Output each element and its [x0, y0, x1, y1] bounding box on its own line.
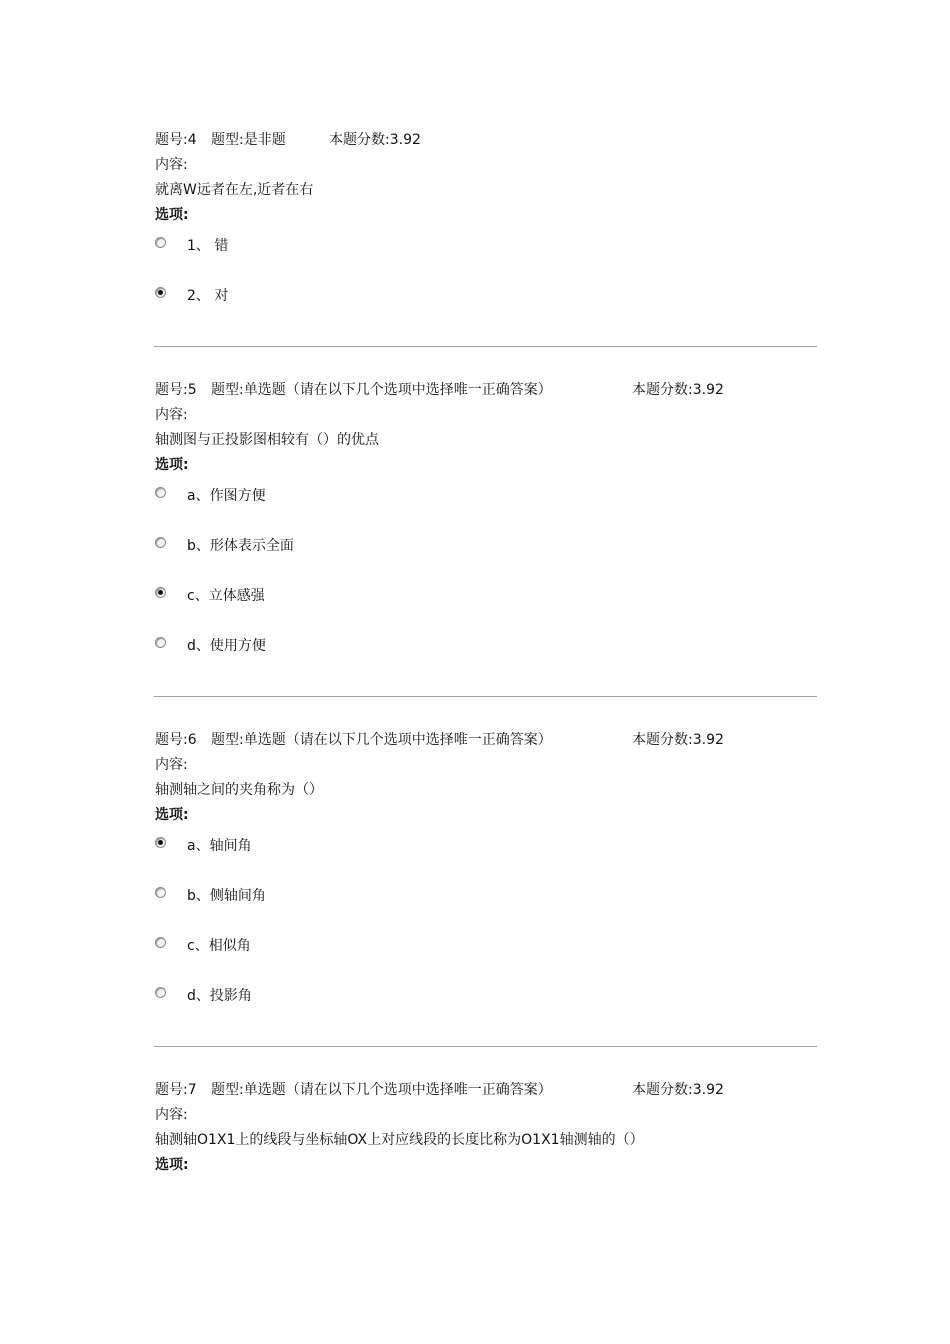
radio-button-selected[interactable]: [155, 837, 166, 848]
question-number: 题号:5: [155, 382, 197, 398]
question-header: [155, 378, 817, 403]
question-header: [155, 128, 817, 153]
options-label: 选项:: [155, 207, 189, 223]
radio-button[interactable]: [155, 887, 166, 898]
option-item[interactable]: [155, 636, 817, 686]
question-block: [155, 378, 817, 686]
option-label: c、立体感强: [187, 588, 265, 604]
radio-button-selected[interactable]: [155, 287, 166, 298]
question-number: 题号:4: [155, 132, 197, 148]
question-number: 题号:6: [155, 732, 197, 748]
option-label: 1、 错: [187, 238, 229, 254]
option-item[interactable]: [155, 536, 817, 586]
question-content: 轴测轴O1X1上的线段与坐标轴OX上对应线段的长度比称为O1X1轴测轴的（）: [155, 1132, 644, 1148]
question-type: 题型:是非题: [211, 132, 286, 148]
radio-button-selected[interactable]: [155, 587, 166, 598]
option-label: b、侧轴间角: [187, 888, 266, 904]
option-item[interactable]: [155, 586, 817, 636]
content-label: 内容:: [155, 407, 188, 423]
content-label: 内容:: [155, 757, 188, 773]
question-score: 本题分数:3.92: [632, 382, 724, 398]
question-content: 轴测轴之间的夹角称为（）: [155, 782, 323, 798]
question-block: [155, 1078, 817, 1178]
option-item[interactable]: [155, 236, 817, 286]
radio-button[interactable]: [155, 987, 166, 998]
content-label: 内容:: [155, 1107, 188, 1123]
question-score: 本题分数:3.92: [329, 132, 421, 148]
question-header: [155, 1078, 817, 1103]
question-type: 题型:单选题（请在以下几个选项中选择唯一正确答案）: [211, 732, 552, 748]
question-number: 题号:7: [155, 1082, 197, 1098]
option-item[interactable]: [155, 886, 817, 936]
option-label: d、投影角: [187, 988, 252, 1004]
option-label: a、作图方便: [187, 488, 266, 504]
divider: [154, 1046, 817, 1047]
question-header: [155, 728, 817, 753]
option-label: a、轴间角: [187, 838, 252, 854]
options-label: 选项:: [155, 807, 189, 823]
option-label: 2、 对: [187, 288, 229, 304]
question-block: [155, 128, 817, 336]
question-type: 题型:单选题（请在以下几个选项中选择唯一正确答案）: [211, 382, 552, 398]
options-label: 选项:: [155, 1157, 189, 1173]
radio-button[interactable]: [155, 937, 166, 948]
option-label: b、形体表示全面: [187, 538, 294, 554]
question-content: 轴测图与正投影图相较有（）的优点: [155, 432, 379, 448]
question-content: 就离W远者在左,近者在右: [155, 182, 314, 198]
radio-button[interactable]: [155, 537, 166, 548]
question-type: 题型:单选题（请在以下几个选项中选择唯一正确答案）: [211, 1082, 552, 1098]
radio-button[interactable]: [155, 237, 166, 248]
content-label: 内容:: [155, 157, 188, 173]
option-label: d、使用方便: [187, 638, 266, 654]
options-label: 选项:: [155, 457, 189, 473]
divider: [154, 696, 817, 697]
option-label: c、相似角: [187, 938, 251, 954]
question-score: 本题分数:3.92: [632, 732, 724, 748]
option-item[interactable]: [155, 286, 817, 336]
question-block: [155, 728, 817, 1036]
option-item[interactable]: [155, 836, 817, 886]
divider: [154, 346, 817, 347]
radio-button[interactable]: [155, 637, 166, 648]
option-item[interactable]: [155, 936, 817, 986]
option-item[interactable]: [155, 486, 817, 536]
radio-button[interactable]: [155, 487, 166, 498]
option-item[interactable]: [155, 986, 817, 1036]
question-score: 本题分数:3.92: [632, 1082, 724, 1098]
